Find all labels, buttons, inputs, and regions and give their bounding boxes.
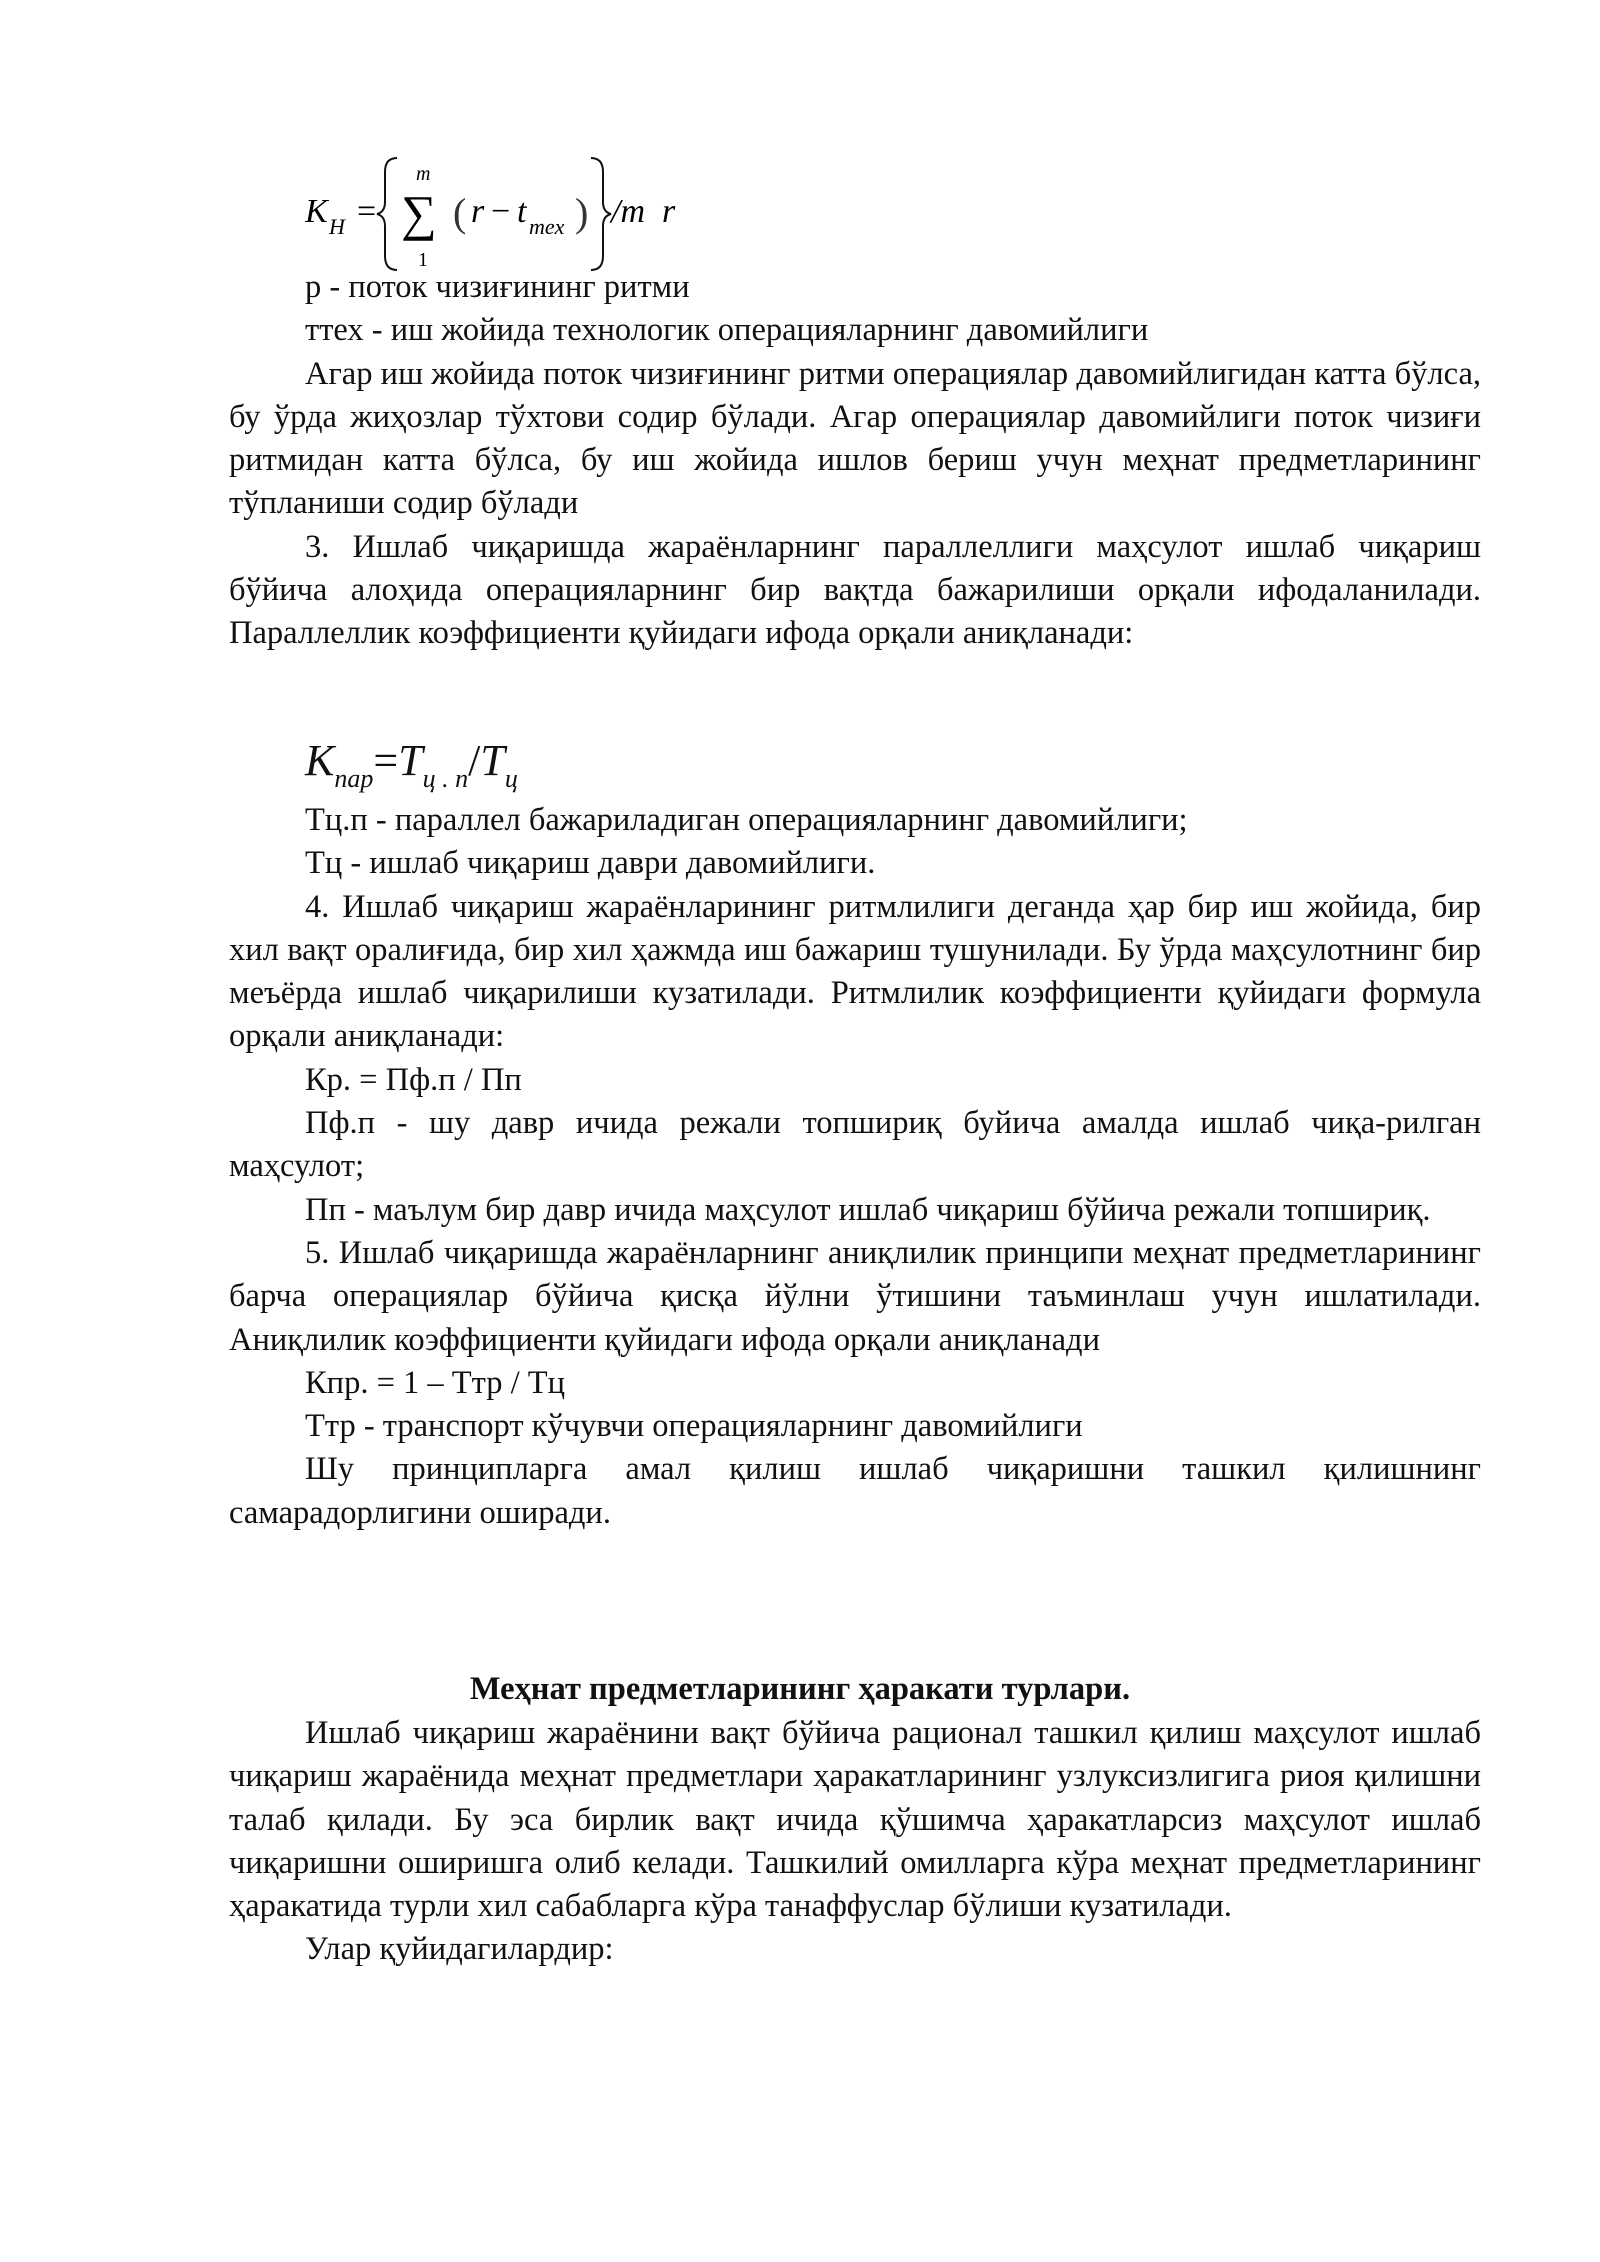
paragraph: 4. Ишлаб чиқариш жараёнларининг ритмлилиги деганда ҳар бир иш жойида, бир хил вақт оралиғида, бир хил ҳажмда иш бажариш тушунилади. Бу ўрда маҳсулотнинг бир меъёрда ишлаб чиқарилиши кузатилади. Ритмлилик коэффициенти қуйидаги формула орқали аниқланади: xyxy=(229,888,1481,1055)
text-block-3 xyxy=(229,1712,1481,1972)
paragraph: 3. Ишлаб чиқаришда жараёнларнинг параллеллиги маҳсулот ишлаб чиқариш бўйича алоҳида операцияларнинг бир вақтда бажарилиши орқали ифодаланилади. Параллеллик коэффициенти қуйидаги ифода орқали аниқланади: xyxy=(229,528,1481,652)
paragraph: р - поток чизиғининг ритми xyxy=(305,269,690,305)
paragraph: 5. Ишлаб чиқаришда жараёнларнинг аниқлилик принципи меҳнат предметларининг барча операциялар бўйича қисқа йўлни ўтишини таъминлаш учун ишлатилади. Аниқлилик коэффициенти қуйидаги ифода орқали аниқланади xyxy=(229,1234,1481,1358)
paragraph: ттех - иш жойида технологик операцияларнинг давомийлиги xyxy=(305,312,1149,349)
formula-t-subscript: mex xyxy=(529,214,565,239)
text-block-2 xyxy=(229,799,1481,1535)
paragraph: Улар қуйидагилардир: xyxy=(305,1931,614,1968)
formula-t2-subscript: ц xyxy=(504,764,518,793)
formula-equals: = xyxy=(373,736,399,785)
formula-equals: = xyxy=(357,193,377,230)
paragraph: Пф.п - шу давр ичида режали топшириқ буйича амалда ишлаб чиқа-рилган маҳсулот; xyxy=(229,1105,1481,1185)
right-brace xyxy=(591,158,611,270)
formula-k-subscript: пар xyxy=(334,764,374,793)
paragraph: Ттр - транспорт кўчувчи операцияларнинг давомийлиги xyxy=(305,1408,1083,1445)
formula-tail: /m r xyxy=(611,193,676,230)
formula-t1-subscript: ц . п xyxy=(422,764,469,793)
paragraph: Тц.п - параллел бажариладиган операцияларнинг давомийлиги; xyxy=(305,802,1188,838)
text-block-1 xyxy=(229,266,1481,656)
formula-slash: / xyxy=(468,736,481,785)
paragraph: Кр. = Пф.п / Пп xyxy=(305,1061,522,1098)
formula-t1: T xyxy=(398,736,423,785)
section-heading: Меҳнат предметларининг ҳаракати турлари. xyxy=(469,1671,1131,1707)
paragraph: Шу принципларга амал қилиш ишлаб чиқаришни ташкил қилишнинг самарадорлигини оширади. xyxy=(229,1451,1481,1531)
formula-k: K xyxy=(305,193,328,230)
close-paren: ) xyxy=(575,190,589,235)
sum-sigma: ∑ xyxy=(401,185,437,241)
sum-lower-limit: 1 xyxy=(418,249,428,271)
open-paren: ( xyxy=(453,190,467,235)
formula-minus: − xyxy=(491,193,511,230)
paragraph: Агар иш жойида поток чизиғининг ритми операциялар давомийлигидан катта бўлса, бу ўрда жиҳозлар тўхтови содир бўлади. Агар операциялар давомийлиги поток чизиғи ритмидан катта бўлса, бу иш жойида ишлов бериш учун меҳнат предметларининг тўпланиши содир бўлади xyxy=(229,355,1481,522)
paragraph: Пп - маълум бир давр ичида маҳсулот ишлаб чиқариш бўйича режали топшириқ. xyxy=(305,1191,1431,1228)
left-brace xyxy=(377,158,397,270)
paragraph: Тц - ишлаб чиқариш даври давомийлиги. xyxy=(305,845,876,882)
formula-t2: T xyxy=(480,736,505,785)
paragraph: Ишлаб чиқариш жараёнини вақт бўйича рационал ташкил қилиш маҳсулот ишлаб чиқариш жараёнида меҳнат предметлари ҳаракатларининг узлуксизлигига риоя қилишни талаб қилади. Бу эса бирлик вақт ичида қўшимча ҳаракатларсиз маҳсулот ишлаб чиқаришни оширишга олиб келади. Ташкилий омилларга кўра меҳнат предметларининг ҳаракатида турли хил сабабларга кўра танаффуслар бўлиши кузатилади. xyxy=(229,1715,1481,1925)
formula-k-subscript: Н xyxy=(329,214,345,239)
paragraph: Кпр. = 1 – Ттр / Тц xyxy=(305,1364,565,1401)
formula-kpar xyxy=(305,735,518,805)
formula-r: r xyxy=(471,193,485,230)
sum-upper-limit: m xyxy=(416,163,431,185)
formula-kn xyxy=(305,150,725,275)
formula-t: t xyxy=(517,193,527,230)
formula-k: K xyxy=(305,736,335,785)
